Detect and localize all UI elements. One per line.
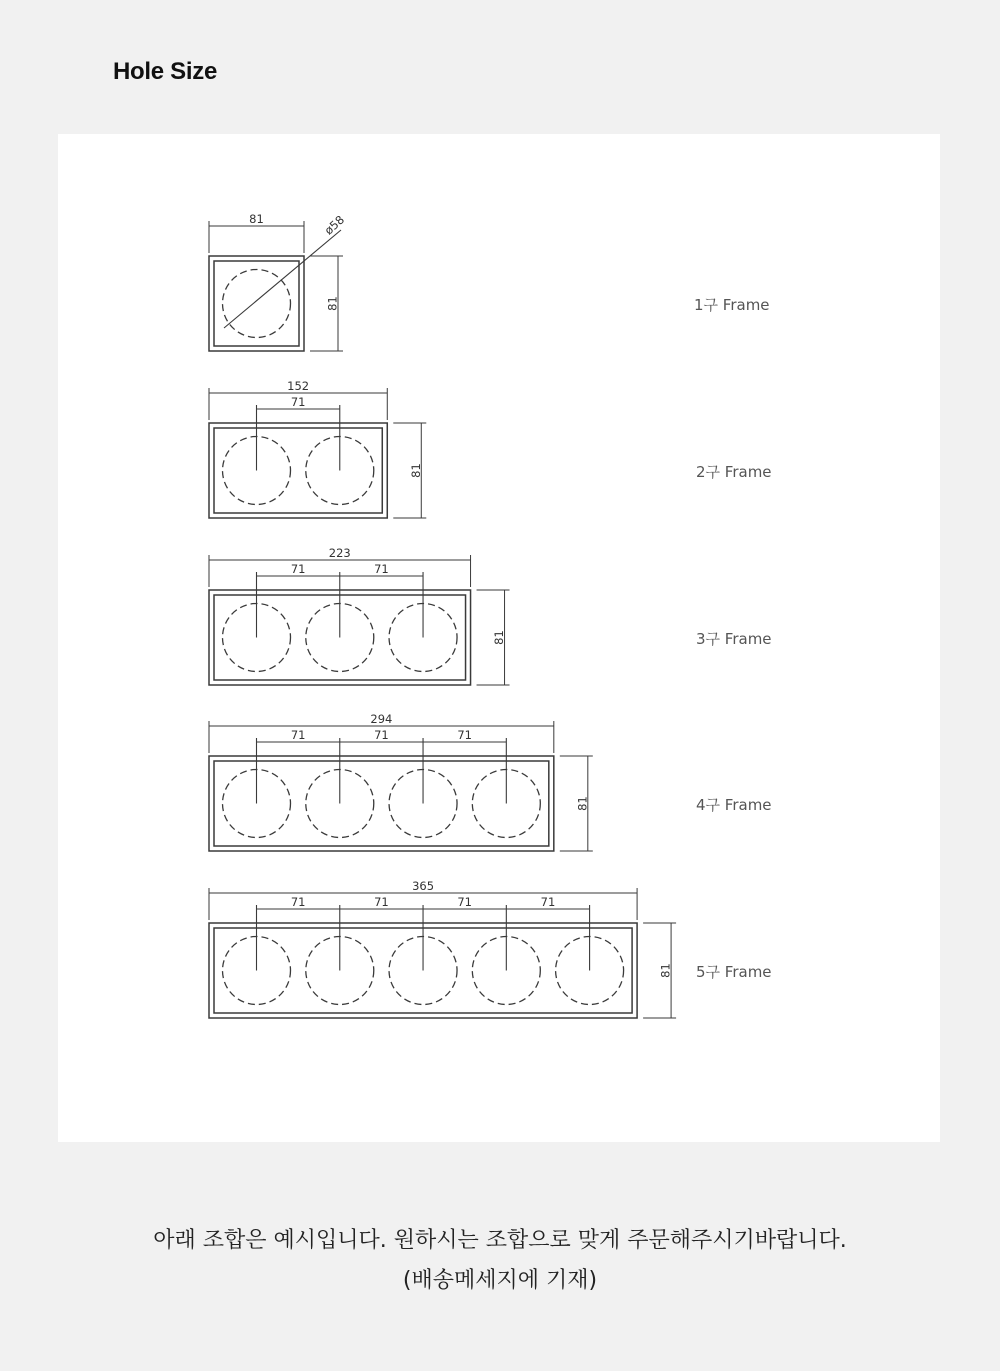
frame-4-spacing-label-1: 71 bbox=[290, 728, 306, 742]
frame-label-3: 3구 Frame bbox=[696, 629, 772, 648]
page-title: Hole Size bbox=[113, 58, 217, 85]
frame-4-width-label: 294 bbox=[370, 712, 393, 726]
frame-label-1: 1구 Frame bbox=[694, 295, 770, 314]
frame-3-spacing-label-1: 71 bbox=[290, 562, 306, 576]
hole-diameter-label: ø58 bbox=[321, 212, 348, 238]
frame-3-height-label: 81 bbox=[492, 630, 507, 645]
hole-size-diagram-panel bbox=[58, 134, 940, 1142]
frame-1-height-label: 81 bbox=[325, 296, 340, 311]
frame-3-spacing-label-2: 71 bbox=[374, 562, 389, 576]
frame-3-width-label: 223 bbox=[328, 546, 351, 560]
frame-5-height-label: 81 bbox=[658, 963, 673, 978]
frame-2-height-label: 81 bbox=[408, 463, 423, 478]
frame-5-width-label: 365 bbox=[412, 879, 435, 893]
frame-2-width-label: 152 bbox=[287, 379, 310, 393]
frame-5-spacing-label-3: 71 bbox=[457, 895, 472, 909]
frame-1-inner-border bbox=[214, 261, 299, 346]
frame-2-outer-border bbox=[209, 423, 387, 518]
frame-4-inner-border bbox=[214, 761, 549, 846]
frame-5-spacing-label-1: 71 bbox=[290, 895, 306, 909]
hole-size-diagram bbox=[58, 134, 940, 1142]
frame-2-spacing-label-1: 71 bbox=[290, 395, 306, 409]
frame-5-spacing-label-2: 71 bbox=[374, 895, 389, 909]
frame-5-spacing-label-4: 71 bbox=[540, 895, 556, 909]
order-note: 아래 조합은 예시입니다. 원하시는 조합으로 맞게 주문해주시기바랍니다. bbox=[153, 1228, 847, 1253]
frame-label-2: 2구 Frame bbox=[696, 462, 772, 481]
frame-label-5: 5구 Frame bbox=[696, 962, 772, 981]
frame-1-hole-1 bbox=[223, 270, 291, 338]
frame-1-width-label: 81 bbox=[249, 212, 264, 226]
frame-label-4: 4구 Frame bbox=[696, 795, 772, 814]
frame-1-outer-border bbox=[209, 256, 304, 351]
hole-diameter-leader bbox=[224, 230, 341, 328]
shipping-note: (배송메세지에 기재) bbox=[402, 1268, 598, 1293]
frame-4-spacing-label-3: 71 bbox=[457, 728, 472, 742]
frame-4-spacing-label-2: 71 bbox=[374, 728, 389, 742]
frame-4-height-label: 81 bbox=[575, 796, 590, 811]
